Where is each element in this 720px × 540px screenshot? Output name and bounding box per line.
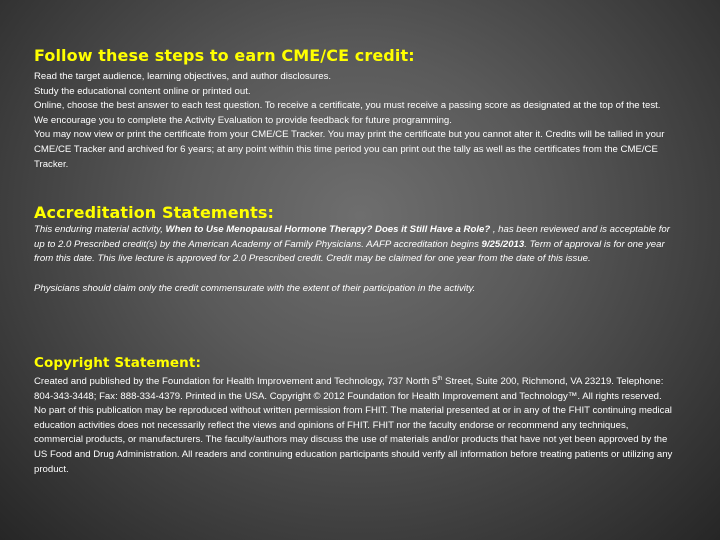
step-item: You may now view or print the certificate from your CME/CE Tracker. You may print the certificate but you cannot alter it. Credits will be tallied in your CME/CE Tracker and archived for 6 years; at any point within this time period you can print out the tally as well as the certificates from the CME/CE Tracker. [34, 129, 665, 170]
copyright-superscript: th [437, 375, 443, 382]
copyright-heading: Copyright Statement: [34, 355, 201, 371]
activity-title: When to Use Menopausal Hormone Therapy? Does it Still Have a Role? [165, 224, 493, 235]
accreditation-text-2: , has been reviewed and is acceptable for up to 2.0 Prescribed credit(s) by the American Academy of Family Physicians. AAFP accreditation begins [34, 224, 670, 250]
accreditation-text-1: This enduring material activity, [34, 224, 166, 235]
accreditation-heading: Accreditation Statements: [34, 203, 275, 222]
accreditation-text-3: . Term of approval is for one year from this date. This live lecture is approved for 2.0 Prescribed credit. Credit may be claimed for one year from the date of this issue. [34, 238, 665, 265]
step-item: Study the educational content online or printed out. [34, 85, 251, 97]
copyright-paragraph [34, 375, 674, 477]
steps-list [34, 70, 674, 172]
physicians-note: Physicians should claim only the credit commensurate with the extent of their participation in the activity. [34, 282, 476, 294]
accreditation-paragraph [34, 223, 674, 267]
accreditation-begin-date: 9/25/2013 [481, 238, 525, 250]
step-item: Read the target audience, learning objectives, and author disclosures. [34, 71, 332, 82]
step-item: Online, choose the best answer to each test question. To receive a certificate, you must receive a passing score as designated at the top of the test. We encourage you to complete the Activity Evaluation to provide feedback for future programming. [34, 100, 661, 126]
accreditation-statement [34, 223, 674, 296]
copyright-text-1: Created and published by the Foundation for Health Improvement and Technology, 737 North 5 [34, 376, 438, 387]
steps-heading: Follow these steps to earn CME/CE credit: [34, 46, 415, 65]
copyright-statement [34, 375, 674, 477]
copyright-text-2: Street, Suite 200, Richmond, VA 23219. Telephone: 804-343-3448; Fax: 888-334-4379. Printed in the USA. Copyright © 2012 Foundation for Health Improvement and Technology™. All rights reserved. No part of this publication may be reproduced without written permission from FHIT. The material presented at or in any of the FHIT continuing medical education activities does not necessarily reflect the views and opinions of FHIT. FHIT nor the faculty endorse or recommend any techniques, commercial products, or manufacturers. The faculty/authors may discuss the use of materials and/or products that have not yet been approved by the US Food and Drug Administration. All readers and continuing education participants should verify all information before treating patients or utilizing any product. [34, 376, 673, 475]
